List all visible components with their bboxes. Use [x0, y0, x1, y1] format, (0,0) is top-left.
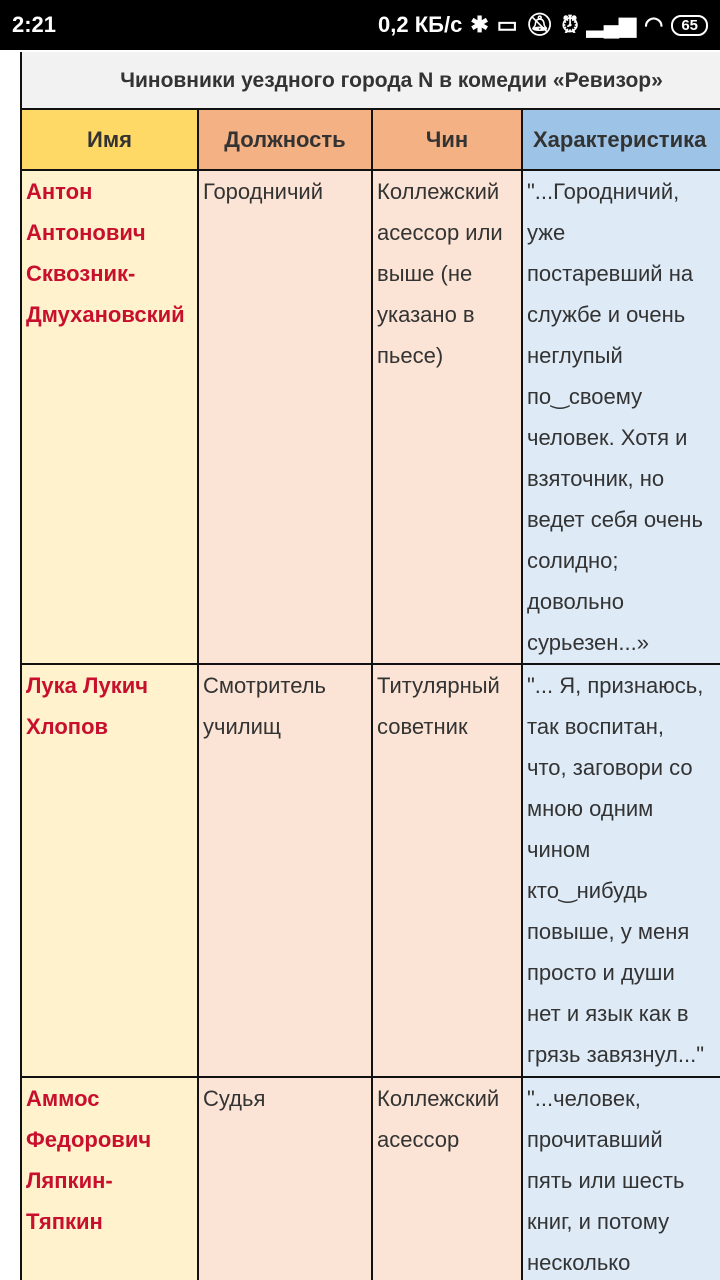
net-speed: 0,2 КБ/с: [378, 12, 463, 37]
cell-name: Антон Антонович Сквозник- Дмухановский: [21, 170, 198, 664]
clock: 2:21: [12, 12, 57, 37]
header-description: Характеристика: [522, 109, 720, 170]
cell-description: "... Я, признаюсь, так воспитан, что, заговори со мною одним чином кто‿нибудь повыше, у меня просто и души нет и язык как в грязь завязнул...": [522, 664, 720, 1077]
header-row: [21, 109, 720, 170]
bluetooth-icon: ✱: [470, 12, 489, 37]
page-content[interactable]: [20, 52, 720, 1280]
status-bar: [0, 0, 720, 50]
alarm-icon: ⏰︎: [561, 12, 579, 37]
cell-position: Смотритель училищ: [198, 664, 372, 1077]
cell-position: Городничий: [198, 170, 372, 664]
table-row: [21, 170, 720, 664]
wifi-icon: ◠: [644, 12, 664, 37]
cell-rank: Коллежский асессор: [372, 1077, 522, 1280]
header-position: Должность: [198, 109, 372, 170]
mute-icon: 🔕︎: [525, 12, 554, 37]
cell-description: "...Городничий, уже постаревший на службе и очень неглупый по‿своему человек. Хотя и взяточник, но ведет себя очень солидно; довольно сурьезен...»: [522, 170, 720, 664]
cell-description: "...человек, прочитавший пять или шесть книг, и потому несколько: [522, 1077, 720, 1280]
header-rank: Чин: [372, 109, 522, 170]
table-row: [21, 1077, 720, 1280]
cell-position: Судья: [198, 1077, 372, 1280]
vibrate-icon: ▭: [496, 12, 518, 37]
cell-rank: Титулярный советник: [372, 664, 522, 1077]
cell-name: Аммос Федорович Ляпкин- Тяпкин: [21, 1077, 198, 1280]
table-title: Чиновники уездного города N в комедии «Ревизор»: [21, 52, 720, 109]
signal-icon: ▂▄▆: [586, 12, 637, 37]
cell-rank: Коллежский асессор или выше (не указано в пьесе): [372, 170, 522, 664]
officials-table: [20, 52, 720, 1280]
battery-icon: 65: [671, 15, 708, 36]
cell-name: Лука Лукич Хлопов: [21, 664, 198, 1077]
header-name: Имя: [21, 109, 198, 170]
table-row: [21, 664, 720, 1077]
